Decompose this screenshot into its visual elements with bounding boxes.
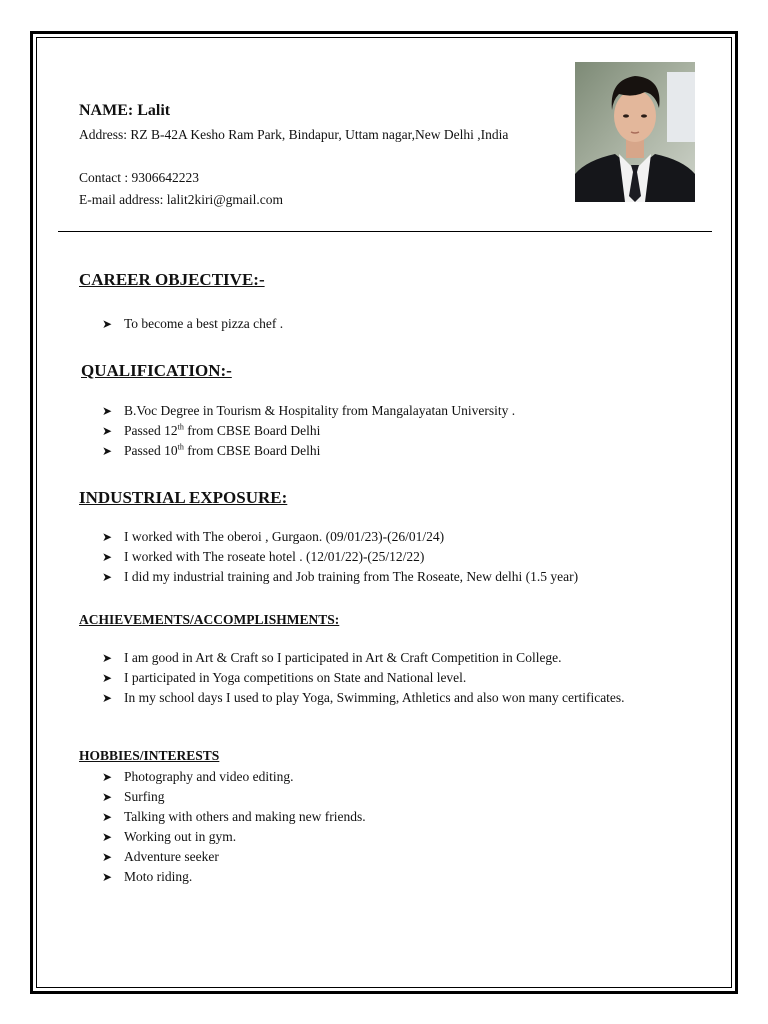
arrow-bullet-icon: ➤ (102, 404, 113, 418)
achievements-list (102, 648, 644, 708)
list-item: ➤ I participated in Yoga competitions on State and National level. (102, 668, 644, 688)
arrow-bullet-icon: ➤ (102, 444, 113, 458)
list-item: ➤ Passed 10th from CBSE Board Delhi (102, 441, 515, 461)
candidate-name: NAME: Lalit (79, 102, 171, 119)
arrow-bullet-icon: ➤ (102, 770, 113, 784)
industrial-exposure-heading: INDUSTRIAL EXPOSURE: (79, 488, 288, 507)
list-item: ➤ I worked with The oberoi , Gurgaon. (09/01/23)-(26/01/24) (102, 527, 578, 547)
list-item: ➤ To become a best pizza chef . (102, 314, 283, 334)
arrow-bullet-icon: ➤ (102, 570, 113, 584)
arrow-bullet-icon: ➤ (102, 550, 113, 564)
qualification-list (102, 401, 515, 461)
list-item: ➤ Surfing (102, 787, 366, 807)
arrow-bullet-icon: ➤ (102, 671, 113, 685)
qualification-heading: QUALIFICATION:- (81, 361, 232, 380)
header-divider (58, 231, 712, 232)
list-item: ➤ Working out in gym. (102, 827, 366, 847)
list-item: ➤ I worked with The roseate hotel . (12/01/22)-(25/12/22) (102, 547, 578, 567)
career-objective-heading: CAREER OBJECTIVE:- (79, 270, 265, 289)
arrow-bullet-icon: ➤ (102, 790, 113, 804)
arrow-bullet-icon: ➤ (102, 810, 113, 824)
arrow-bullet-icon: ➤ (102, 424, 113, 438)
list-item: ➤ I am good in Art & Craft so I participated in Art & Craft Competition in College. (102, 648, 644, 668)
industrial-exposure-list (102, 527, 578, 587)
arrow-bullet-icon: ➤ (102, 530, 113, 544)
arrow-bullet-icon: ➤ (102, 317, 113, 331)
career-objective-list (102, 314, 283, 334)
list-item: ➤ I did my industrial training and Job training from The Roseate, New delhi (1.5 year) (102, 567, 578, 587)
arrow-bullet-icon: ➤ (102, 651, 113, 665)
profile-photo (575, 62, 695, 202)
list-item: ➤ In my school days I used to play Yoga, Swimming, Athletics and also won many certificates. (102, 688, 644, 708)
arrow-bullet-icon: ➤ (102, 850, 113, 864)
hobbies-heading: HOBBIES/INTERESTS (79, 748, 220, 763)
arrow-bullet-icon: ➤ (102, 691, 113, 705)
hobbies-list (102, 767, 366, 887)
list-item: ➤ Photography and video editing. (102, 767, 366, 787)
list-item: ➤ Talking with others and making new friends. (102, 807, 366, 827)
achievements-heading: ACHIEVEMENTS/ACCOMPLISHMENTS: (79, 612, 340, 627)
contact-line: Contact : 9306642223 (79, 170, 199, 185)
arrow-bullet-icon: ➤ (102, 830, 113, 844)
list-item: ➤ Passed 12th from CBSE Board Delhi (102, 421, 515, 441)
list-item: ➤ B.Voc Degree in Tourism & Hospitality from Mangalayatan University . (102, 401, 515, 421)
address-line: Address: RZ B-42A Kesho Ram Park, Bindapur, Uttam nagar,New Delhi ,India (79, 127, 509, 142)
email-line: E-mail address: lalit2kiri@gmail.com (79, 192, 284, 207)
arrow-bullet-icon: ➤ (102, 870, 113, 884)
list-item: ➤ Moto riding. (102, 867, 366, 887)
list-item: ➤ Adventure seeker (102, 847, 366, 867)
